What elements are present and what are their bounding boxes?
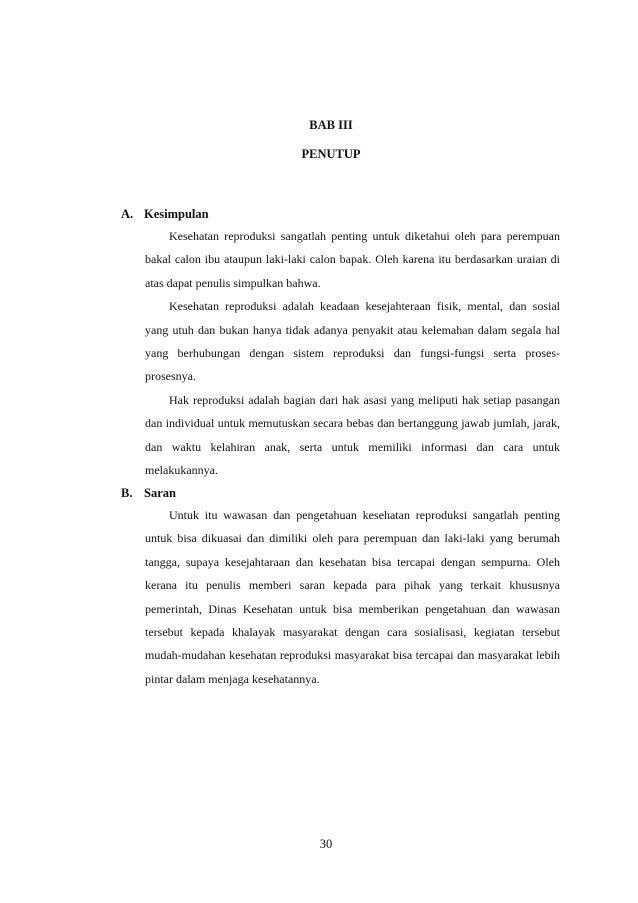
- paragraph: Kesehatan reproduksi adalah keadaan kesejahteraan fisik, mental, dan sosial yang utuh dan bukan hanya tidak adanya penyakit atau kelemahan dalam segala hal yang berhubungan dengan sistem reproduksi dan fungsi-fungsi serta proses-prosesnya.: [145, 299, 560, 384]
- paragraph: Hak reproduksi adalah bagian dari hak asasi yang meliputi hak setiap pasangan dan individual untuk memutuskan secara bebas dan bertanggung jawab jumlah, jarak, dan waktu kelahiran anak, serta untuk memiliki informasi dan cara untuk melakukannya.: [145, 392, 560, 478]
- section-title: Kesimpulan: [144, 207, 209, 221]
- section-letter: A.: [121, 207, 134, 221]
- section-letter: B.: [121, 486, 133, 500]
- chapter-title: PENUTUP: [301, 147, 361, 161]
- section-body-kesimpulan: [145, 225, 560, 482]
- section-heading-kesimpulan: [121, 207, 209, 222]
- section-body-saran: [145, 504, 560, 691]
- paragraph: Kesehatan reproduksi sangatlah penting untuk diketahui oleh para perempuan bakal calon ibu ataupun laki-laki calon bapak. Oleh karena itu berdasarkan uraian di atas dapat penulis simpulkan bahwa.: [145, 229, 560, 290]
- chapter-number: BAB III: [309, 118, 353, 132]
- page-number: 30: [319, 837, 333, 851]
- section-heading-saran: [121, 486, 176, 501]
- paragraph: Untuk itu wawasan dan pengetahuan kesehatan reproduksi sangatlah penting untuk bisa dikuasai dan dimiliki oleh para perempuan dan laki-laki yang berumah tangga, supaya kesejahtaraan dan kesehatan bisa tercapai dengan sempurna. Oleh kerana itu penulis memberi saran kepada para pihak yang terkait khususnya pemerintah, Dinas Kesehatan untuk bisa memberikan pengetahuan dan wawasan tersebut kepada khalayak masyarakat dengan cara sosialisasi, kegiatan tersebut mudah-mudahan kesehatan reproduksi masyarakat bisa tercapai dan masyarakat lebih pintar dalam menjaga kesehatannya.: [145, 508, 560, 686]
- section-title: Saran: [144, 486, 176, 500]
